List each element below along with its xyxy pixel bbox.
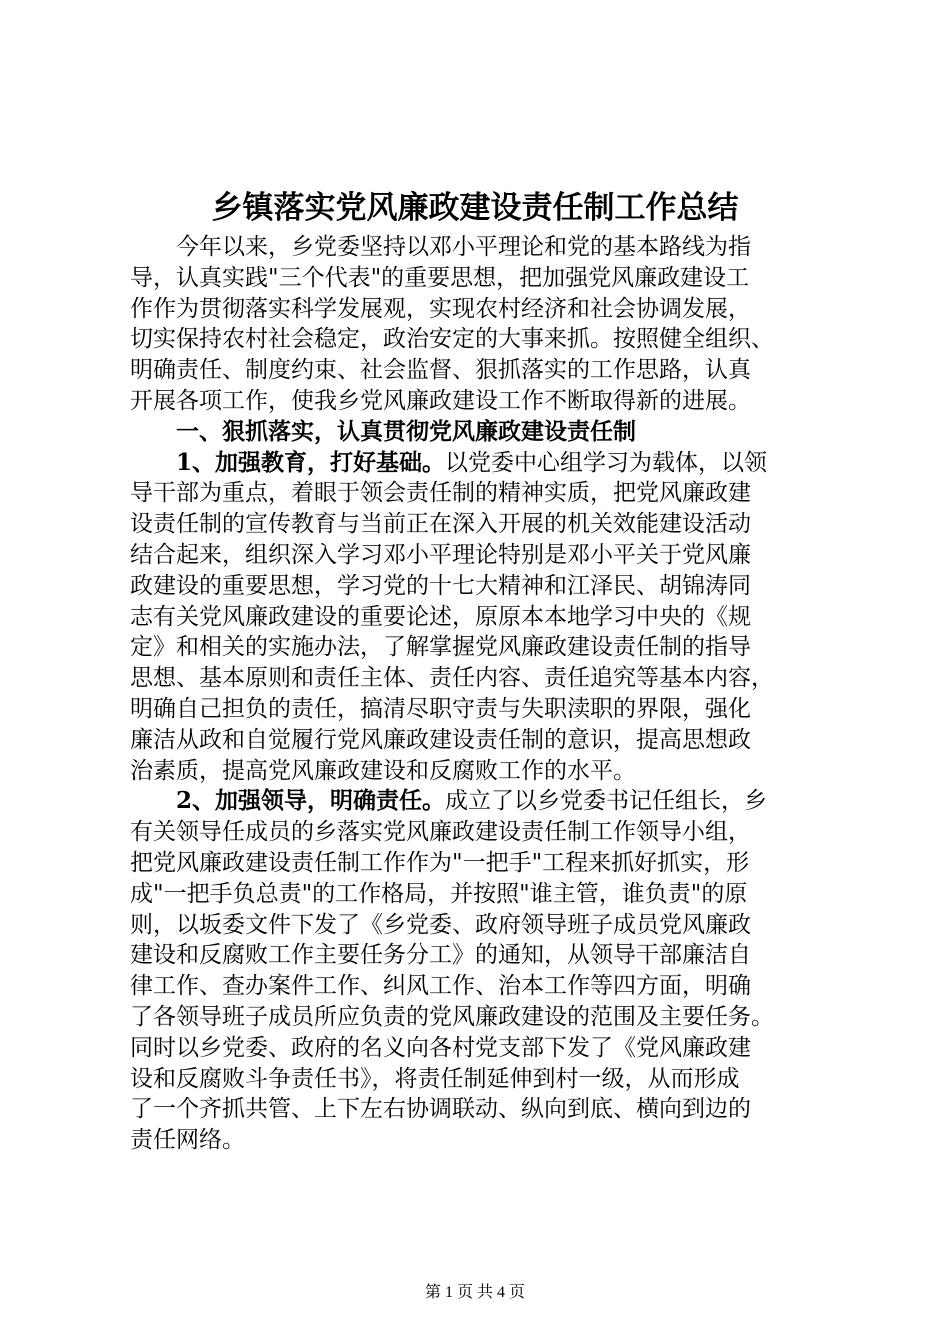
paragraph-text: 以党委中心组学习为载体，以领	[445, 449, 768, 476]
paragraph-line: 律工作、查办案件工作、纠风工作、治本工作等四方面，明确	[130, 973, 751, 1000]
paragraph-line: 今年以来，乡党委坚持以邓小平理论和党的基本路线为指	[176, 234, 751, 260]
paragraph-line	[130, 786, 850, 817]
paragraph-line: 导干部为重点，着眼于领会责任制的精神实质，把党风廉政建	[130, 480, 751, 507]
paragraph-line: 设和反腐败斗争责任书》，将责任制延伸到村一级，从而形成	[130, 1065, 740, 1092]
document-body	[130, 232, 850, 1156]
paragraph-line: 定》和相关的实施办法，了解掌握党风廉政建设责任制的指导	[130, 634, 751, 661]
paragraph-line: 明确责任、制度约束、社会监督、狠抓落实的工作思路，认真	[130, 357, 751, 384]
paragraph-text: 成立了以乡党委书记任组长，乡	[445, 788, 768, 815]
section-heading: 一、狠抓落实，认真贯彻党风廉政建设责任制	[176, 417, 636, 445]
paragraph-line: 同时以乡党委、政府的名义向各村党支部下发了《党风廉政建	[130, 1034, 751, 1061]
paragraph-line: 导，认真实践"三个代表"的重要思想，把加强党风廉政建设工	[130, 264, 750, 291]
paragraph-line: 治素质，提高党风廉政建设和反腐败工作的水平。	[130, 757, 636, 784]
paragraph-line: 切实保持农村社会稳定，政治安定的大事来抓。按照健全组织、	[130, 326, 774, 353]
paragraph-line: 了各领导班子成员所应负责的党风廉政建设的范围及主要任务。	[130, 1003, 774, 1030]
paragraph-line: 政建设的重要思想，学习党的十七大精神和江泽民、胡锦涛同	[130, 572, 751, 599]
paragraph-line: 设责任制的宣传教育与当前正在深入开展的机关效能建设活动	[130, 511, 751, 538]
paragraph-line: 了一个齐抓共管、上下左右协调联动、纵向到底、横向到边的	[130, 1096, 751, 1123]
document-title: 乡镇落实党风廉政建设责任制工作总结	[211, 190, 739, 226]
paragraph-line: 明确自己担负的责任，搞清尽职守责与失职渎职的界限，强化	[130, 695, 751, 722]
paragraph-line: 志有关党风廉政建设的重要论述，原原本本地学习中央的《规	[130, 603, 751, 630]
paragraph-line: 把党风廉政建设责任制工作作为"一把手"工程来抓好抓实，形	[130, 849, 750, 876]
paragraph-lead: 1、加强教育，打好基础。	[176, 448, 446, 476]
paragraph-line: 开展各项工作，使我乡党风廉政建设工作不断取得新的进展。	[130, 387, 751, 414]
paragraph-line: 则，以坂委文件下发了《乡党委、政府领导班子成员党风廉政	[130, 911, 751, 938]
paragraph-lead: 2、加强领导，明确责任。	[176, 787, 446, 815]
paragraph-line: 思想、基本原则和责任主体、责任内容、责任追究等基本内容，	[130, 665, 774, 692]
paragraph-line: 有关领导任成员的乡落实党风廉政建设责任制工作领导小组，	[130, 819, 751, 846]
paragraph-line	[130, 448, 850, 479]
paragraph-line: 结合起来，组织深入学习邓小平理论特别是邓小平关于党风廉	[130, 541, 751, 568]
paragraph-line: 建设和反腐败工作主要任务分工》的通知，从领导干部廉洁自	[130, 942, 751, 969]
page-footer: 第 1 页 共 4 页	[424, 1284, 525, 1301]
paragraph-line: 作作为贯彻落实科学发展观，实现农村经济和社会协调发展，	[130, 295, 751, 322]
paragraph-line: 责任网络。	[130, 1127, 245, 1154]
paragraph-line: 成"一把手负总责"的工作格局，并按照"谁主管，谁负责"的原	[130, 880, 748, 907]
paragraph-line: 廉洁从政和自觉履行党风廉政建设责任制的意识，提高思想政	[130, 726, 751, 753]
